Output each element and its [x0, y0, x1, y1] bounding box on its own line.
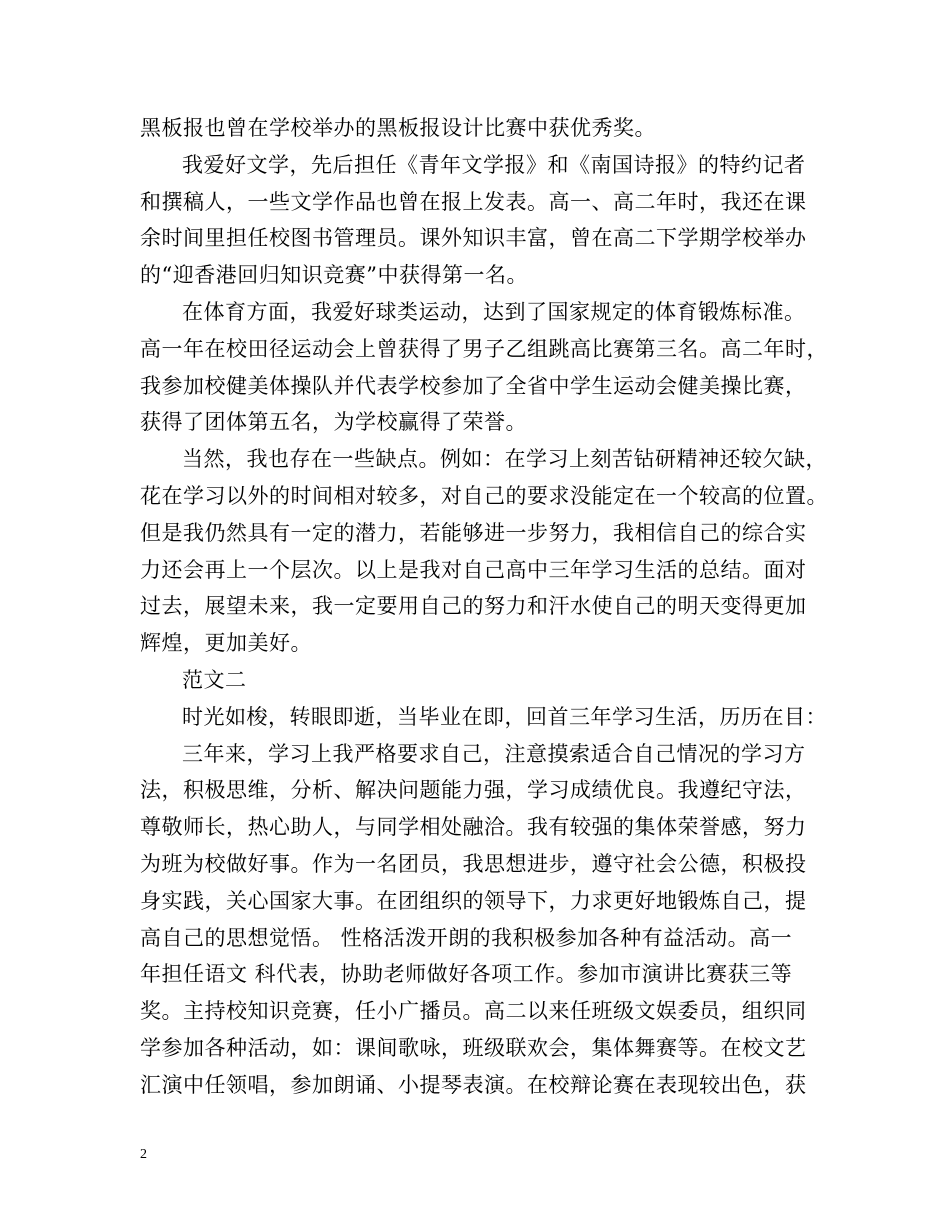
text-line: 力还会再上一个层次。以上是我对自己高中三年学习生活的总结。面对: [140, 558, 807, 582]
text-line: 但是我仍然具有一定的潜力，若能够进一步努力，我相信自己的综合实: [140, 521, 807, 545]
text-line: 法，积极思维，分析、解决问题能力强，学习成绩优良。我遵纪守法，: [140, 778, 807, 802]
text-line: 尊敬师长，热心助人，与同学相处融洽。我有较强的集体荣誉感，努力: [140, 815, 807, 839]
text-line: 的“迎香港回归知识竞赛”中获得第一名。: [140, 263, 528, 287]
text-line: 身实践，关心国家大事。在团组织的领导下，力求更好地锻炼自己，提: [140, 889, 807, 913]
section-heading: 范文二: [182, 668, 247, 692]
text-line: 时光如梭，转眼即逝，当毕业在即，回首三年学习生活，历历在目：: [182, 705, 827, 729]
text-line: 黑板报也曾在学校举办的黑板报设计比赛中获优秀奖。: [140, 116, 656, 140]
text-line: 我爱好文学，先后担任《青年文学报》和《南国诗报》的特约记者: [182, 153, 806, 177]
text-line: 高自己的思想觉悟。 性格活泼开朗的我积极参加各种有益活动。高一: [140, 926, 793, 950]
text-line: 和撰稿人，一些文学作品也曾在报上发表。高一、高二年时，我还在课: [140, 190, 807, 214]
text-line: 当然，我也存在一些缺点。例如：在学习上刻苦钻研精神还较欠缺，: [182, 447, 827, 471]
text-line: 在体育方面，我爱好球类运动，达到了国家规定的体育锻炼标准。: [182, 300, 806, 324]
text-line: 获得了团体第五名，为学校赢得了荣誉。: [140, 410, 527, 434]
text-line: 学参加各种活动，如：课间歌咏，班级联欢会，集体舞赛等。在校文艺: [140, 1036, 807, 1060]
text-line: 奖。主持校知识竞赛，任小广播员。高二以来任班级文娱委员，组织同: [140, 999, 807, 1023]
text-line: 花在学习以外的时间相对较多，对自己的要求没能定在一个较高的位置。: [140, 484, 828, 508]
text-line: 为班为校做好事。作为一名团员，我思想进步，遵守社会公德，积极投: [140, 852, 807, 876]
text-line: 汇演中任领唱，参加朗诵、小提琴表演。在校辩论赛在表现较出色，获: [140, 1073, 807, 1097]
text-line: 辉煌，更加美好。: [140, 631, 312, 655]
text-line: 我参加校健美体操队并代表学校参加了全省中学生运动会健美操比赛，: [140, 374, 807, 398]
text-line: 三年来，学习上我严格要求自己，注意摸索适合自己情况的学习方: [182, 742, 806, 766]
text-line: 过去，展望未来，我一定要用自己的努力和汗水使自己的明天变得更加: [140, 594, 807, 618]
page-number: 2: [140, 1147, 147, 1162]
text-line: 年担任语文 科代表，协助老师做好各项工作。参加市演讲比赛获三等: [140, 962, 793, 986]
text-line: 余时间里担任校图书管理员。课外知识丰富，曾在高二下学期学校举办: [140, 226, 807, 250]
text-line: 高一年在校田径运动会上曾获得了男子乙组跳高比赛第三名。高二年时，: [140, 337, 828, 361]
